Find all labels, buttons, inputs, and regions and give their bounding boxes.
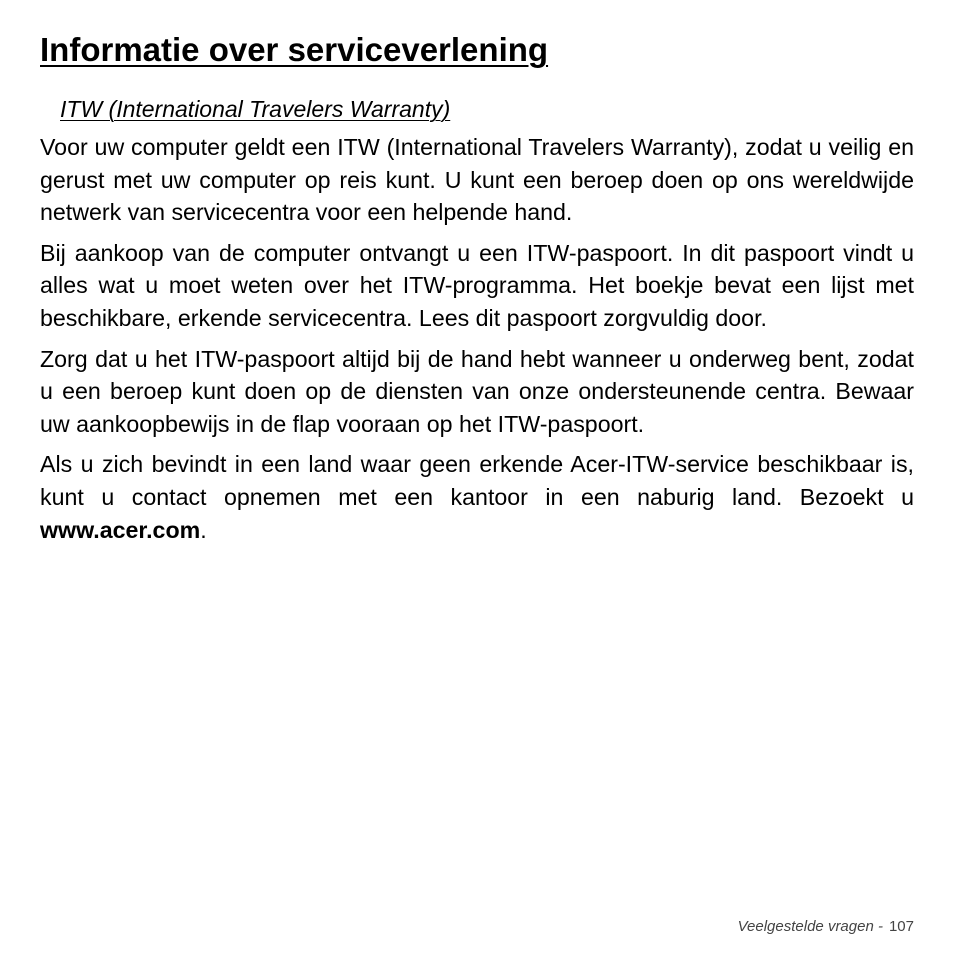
paragraph-3: Zorg dat u het ITW-paspoort altijd bij de hand hebt wanneer u onderweg bent, zodat u een beroep kunt doen op de diensten van onze ondersteunende centra. Bewaar uw aankoopbewijs in de flap vooraan op het ITW-paspoort.	[40, 345, 914, 437]
acer-website-link[interactable]: www.acer.com	[40, 516, 201, 543]
section-heading: ITW (International Travelers Warranty)	[60, 96, 451, 122]
body-text	[40, 131, 914, 554]
page-title: Informatie over serviceverlening	[40, 31, 549, 68]
page-number: 107	[888, 918, 914, 935]
paragraph-4-text: Als u zich bevindt in een land waar geen erkende Acer-ITW-service beschikbaar is, kunt u contact opnemen met een kantoor in een naburig land. Bezoekt u	[40, 451, 914, 510]
paragraph-4-end: .	[200, 516, 207, 543]
paragraph-1: Voor uw computer geldt een ITW (International Travelers Warranty), zodat u veilig en gerust met uw computer op reis kunt. U kunt een beroep doen op ons wereldwijde netwerk van servicecentra voor een helpende hand.	[40, 134, 914, 226]
paragraph-4	[40, 448, 914, 546]
page-footer	[738, 918, 914, 935]
paragraph-2: Bij aankoop van de computer ontvangt u een ITW-paspoort. In dit paspoort vindt u alles wat u moet weten over het ITW-programma. Het boekje bevat een lijst met beschikbare, erkende servicecentra. Lees dit paspoort zorgvuldig door.	[40, 239, 914, 331]
footer-section-name: Veelgestelde vragen -	[737, 918, 883, 935]
